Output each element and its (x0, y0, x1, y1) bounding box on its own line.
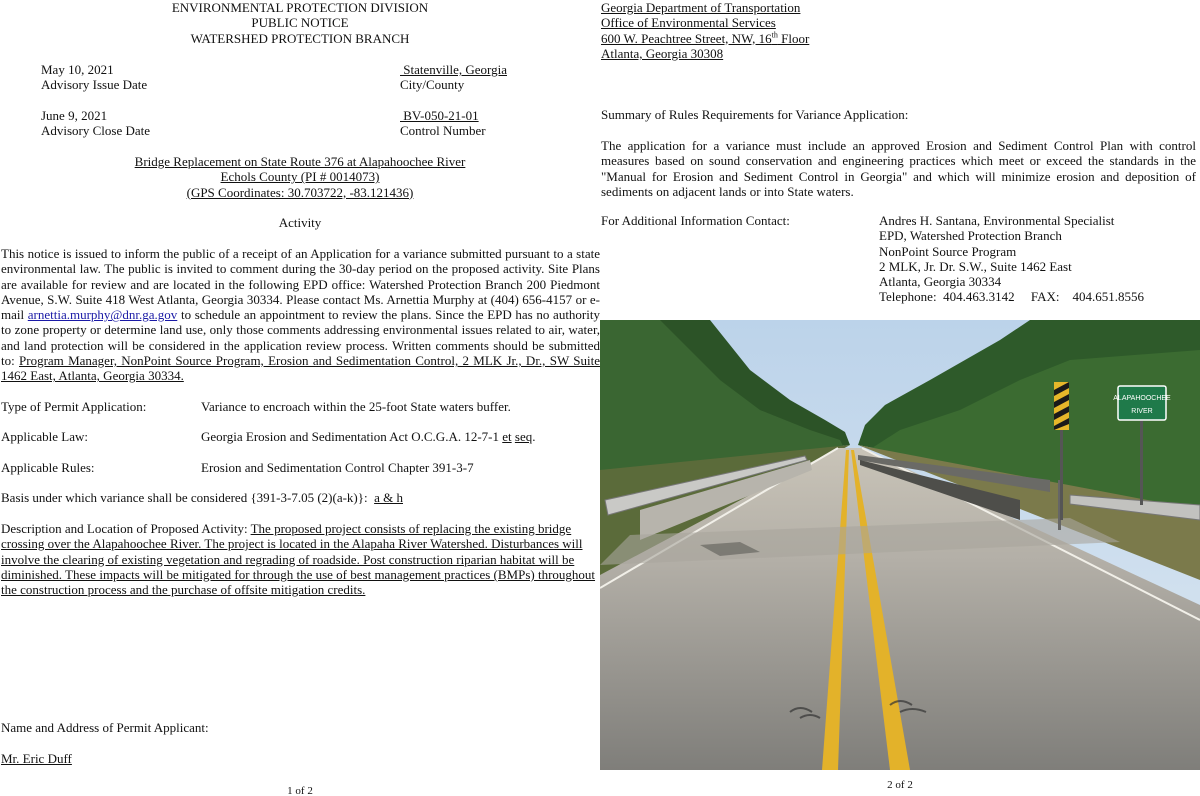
description-paragraph (1, 521, 600, 597)
project-title-block (0, 154, 600, 200)
city-county-value: Statenville, Georgia (400, 62, 507, 77)
project-county: Echols County (PI # 0014073) (220, 169, 380, 185)
project-title: Bridge Replacement on State Route 376 at Alapahoochee River (134, 154, 466, 169)
activity-heading: Activity (278, 215, 322, 230)
river-sign-line-1: ALAPAHOOCHEE (1113, 395, 1171, 402)
advisory-close-date-label: Advisory Close Date (41, 123, 151, 138)
contact-phone-fax: Telephone: 404.463.3142 FAX: 404.651.8556 (879, 289, 1144, 305)
summary-paragraph: The application for a variance must include an approved Erosion and Sediment Control Plan with control measures based on sound conservation and engineering practices which meet or exceed the standards in the "Manual for Erosion and Sediment Control in Georgia" and which will minimize erosion and deposition of sediments on adjacent lands or into State waters. (601, 138, 1196, 199)
description-text: The proposed project consists of replacing the existing bridge crossing over the Alapahoochee River. The project is located in the Alapaha River Watershed. Disturbances will involve the clearing of existing vegetation and regrading of roadside. Post construction riparian habitat will be diminished. These impacts will be mitigated for through the use of best management practices (BMPs) throughout the construction process and the purchase of offsite mitigation credits. (1, 521, 596, 598)
project-gps: (GPS Coordinates: 30.703722, -83.121436) (186, 184, 414, 200)
notice-text-1: This notice is issued to inform the public of a receipt of an Application for a variance submitted pursuant to a state environmental law. The public is invited to comment during the 30-day period on the proposed activity. Site Plans are available for review and are located in the following EPD office: Watershed Protection Branch 200 Piedmont Avenue, S.W. Suite 418 West Atlanta, Georgia 30334. Please contact Ms. Arnettia Murphy at (404) 656-4157 or e-mail (1, 246, 600, 323)
basis-label: Basis under which variance shall be considered {391-3-7.05 (2)(a-k)}: (1, 490, 375, 505)
address-line-3: 600 W. Peachtree Street, NW, 16th Floor (601, 30, 810, 46)
contact-program: NonPoint Source Program (879, 243, 1017, 259)
header-public-notice: PUBLIC NOTICE (251, 15, 349, 31)
type-of-permit-value: Variance to encroach within the 25-foot State waters buffer. (201, 399, 511, 414)
contact-street: 2 MLK, Jr. Dr. S.W., Suite 1462 East (879, 258, 1072, 274)
contact-name: Andres H. Santana, Environmental Specialist (879, 213, 1115, 228)
control-number-label: Control Number (400, 123, 486, 138)
control-number-value: BV-050-21-01 (400, 108, 479, 123)
applicable-law-label: Applicable Law: (1, 429, 88, 444)
applicant-name: Mr. Eric Duff (1, 751, 72, 766)
advisory-issue-date-value: May 10, 2021 (41, 62, 114, 77)
applicant-address (601, 0, 809, 61)
page-2 (600, 0, 1200, 796)
address-line-4: Atlanta, Georgia 30308 (601, 45, 724, 61)
notice-paragraph (1, 246, 600, 384)
applicable-law-value: Georgia Erosion and Sedimentation Act O.C.G.A. 12-7-1 et seq. (201, 429, 536, 444)
contact-block (879, 213, 1144, 305)
advisory-issue-date-label: Advisory Issue Date (41, 77, 148, 92)
notice-header (0, 0, 600, 46)
applicable-rules-value: Erosion and Sedimentation Control Chapter 391-3-7 (201, 460, 474, 475)
address-line-1: Georgia Department of Transportation (601, 0, 801, 15)
header-branch: WATERSHED PROTECTION BRANCH (190, 30, 410, 46)
submit-address: Program Manager, NonPoint Source Program, Erosion and Sedimentation Control, 2 MLK Jr., Dr., SW Suite 1462 East, Atlanta, Georgia 30334. (1, 353, 600, 384)
summary-heading: Summary of Rules Requirements for Variance Application: (601, 107, 909, 122)
river-sign-line-2: RIVER (1131, 408, 1153, 415)
page-number-1: 1 of 2 (287, 785, 313, 796)
address-line-2: Office of Environmental Services (601, 15, 776, 31)
basis-value: a & h (374, 490, 403, 505)
advisory-close-date-value: June 9, 2021 (41, 108, 108, 123)
city-county-label: City/County (400, 77, 465, 92)
river-sign-post (1140, 420, 1143, 505)
contact-city: Atlanta, Georgia 30334 (879, 274, 1002, 290)
notice-text-2: to schedule an appointment to review the plans. Since the EPD has no authority to zone property or determine land use, only those comments addressing environmental issues related to air, water, and land protection will be considered in the application review process. Written comments should be submitted to: (1, 307, 600, 369)
header-division: ENVIRONMENTAL PROTECTION DIVISION (171, 0, 429, 15)
page-number-2: 2 of 2 (887, 779, 913, 791)
email-link[interactable]: arnettia.murphy@dnr.ga.gov (27, 307, 178, 323)
seq-text: seq (514, 429, 533, 444)
type-of-permit-label: Type of Permit Application: (1, 399, 147, 414)
applicant-label: Name and Address of Permit Applicant: (1, 720, 209, 735)
et-text: et (502, 429, 512, 444)
applicable-rules-label: Applicable Rules: (1, 460, 95, 475)
basis-line (1, 490, 403, 505)
contact-branch: EPD, Watershed Protection Branch (879, 228, 1062, 244)
contact-label: For Additional Information Contact: (601, 213, 790, 228)
description-label: Description and Location of Proposed Activity: (1, 521, 251, 536)
bridge-photo-drawing (600, 320, 1200, 770)
bridge-photo (600, 320, 1200, 770)
